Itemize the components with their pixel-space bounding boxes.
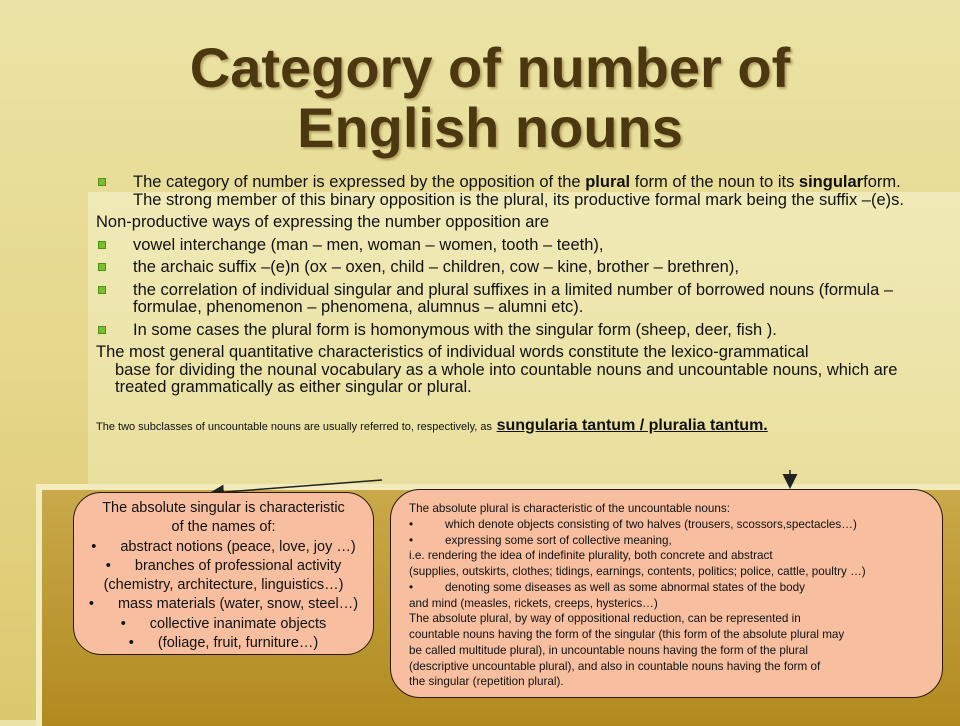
bullet-dot-icon: •: [120, 615, 126, 632]
green-square-bullet-icon: [98, 263, 106, 271]
list-item: • collective inanimate objects: [120, 615, 327, 632]
bullet-dot-icon: •: [105, 557, 111, 574]
green-square-bullet-icon: [98, 286, 106, 294]
slide-body: [96, 174, 916, 441]
green-square-bullet-icon: [98, 178, 106, 186]
absolute-singular-callout: The absolute singular is characteristic of the names of: • abstract notions (peace, love, joy …) • branches of professional activity (chemistry, architecture, linguistics…) • mass materials (water, snow, steel…) • collective inanimate objects • (foliage, fruit, furniture…): [73, 492, 374, 655]
bullet-item-category-definition: The category of number is expressed by the opposition of the plural form of the noun to its singularform. The strong member of this binary opposition is the plural, its productive formal mark being the suffix –(e)s.: [96, 174, 916, 209]
bullet-dot-icon: •: [91, 538, 97, 555]
bullet-item-vowel-interchange: vowel interchange (man – men, woman – women, tooth – teeth),: [96, 237, 916, 255]
general-characteristics-paragraph: The most general quantitative characteristics of individual words constitute the lexico-grammatical base for dividing the nounal vocabulary as a whole into countable nouns and uncountable nouns, which are treated grammatically as either singular or plural.: [96, 343, 898, 396]
bullet-item-homonymous-plural: In some cases the plural form is homonymous with the singular form (sheep, deer, fish ).: [96, 322, 916, 340]
singular-term: singular: [798, 173, 864, 191]
list-item: • (foliage, fruit, furniture…): [128, 635, 319, 652]
list-item-continuation: (chemistry, architecture, linguistics…): [103, 577, 344, 594]
list-item: • abstract notions (peace, love, joy …): [91, 538, 356, 555]
absolute-plural-callout: The absolute plural is characteristic of the uncountable nouns: • which denote objects consisting of two halves (trousers, scossors,spectacles…) • expressing some sort of collective meaning, i.e. rendering the idea of indefinite plurality, both concrete and abstract (supplies, outskirts, clothes; tidings, earnings, contents, politics; police, cattle, poultry …) • denoting some diseases as well as some abnormal states of the body and mind (measles, rickets, creeps, hysterics…) The absolute plural, by way of oppositional reduction, can be represented in countable nouns having the form of the singular (this form of the absolute plural may be called multitude plural), in uncountable nouns having the form of the plural (descriptive uncountable plural), and also in countable nouns having the form of the singular (repetition plural).: [390, 489, 943, 698]
title-line-1: Category of number of: [189, 36, 791, 99]
green-square-bullet-icon: [98, 326, 106, 334]
non-productive-intro: Non-productive ways of expressing the number opposition are: [96, 213, 550, 231]
green-square-bullet-icon: [98, 241, 106, 249]
bullet-dot-icon: •: [128, 635, 134, 652]
bullet-item-borrowed-suffixes: the correlation of individual singular and plural suffixes in a limited number of borrowed nouns (formula – formulae, phenomenon – phenomena, alumnus – alumni etc).: [96, 282, 916, 317]
slide-title: [0, 38, 960, 158]
title-line-2: English nouns: [297, 96, 683, 159]
plural-term: plural: [585, 173, 631, 191]
subclasses-line: The two subclasses of uncountable nouns are usually referred to, respectively, as sungularia tantum / pluralia tantum.: [96, 416, 768, 434]
tantum-terms: sungularia tantum / pluralia tantum.: [496, 416, 768, 434]
list-item: • mass materials (water, snow, steel…): [88, 596, 359, 613]
bullet-item-archaic-suffix: the archaic suffix –(e)n (ox – oxen, child – children, cow – kine, brother – brethren),: [96, 259, 916, 277]
bullet-dot-icon: •: [88, 596, 94, 613]
list-item: • branches of professional activity: [105, 557, 342, 574]
list-item: • denoting some diseases as well as some abnormal states of the body: [409, 580, 934, 596]
list-item: • which denote objects consisting of two halves (trousers, scossors,spectacles…): [409, 517, 934, 533]
list-item: • expressing some sort of collective meaning,: [409, 533, 934, 549]
